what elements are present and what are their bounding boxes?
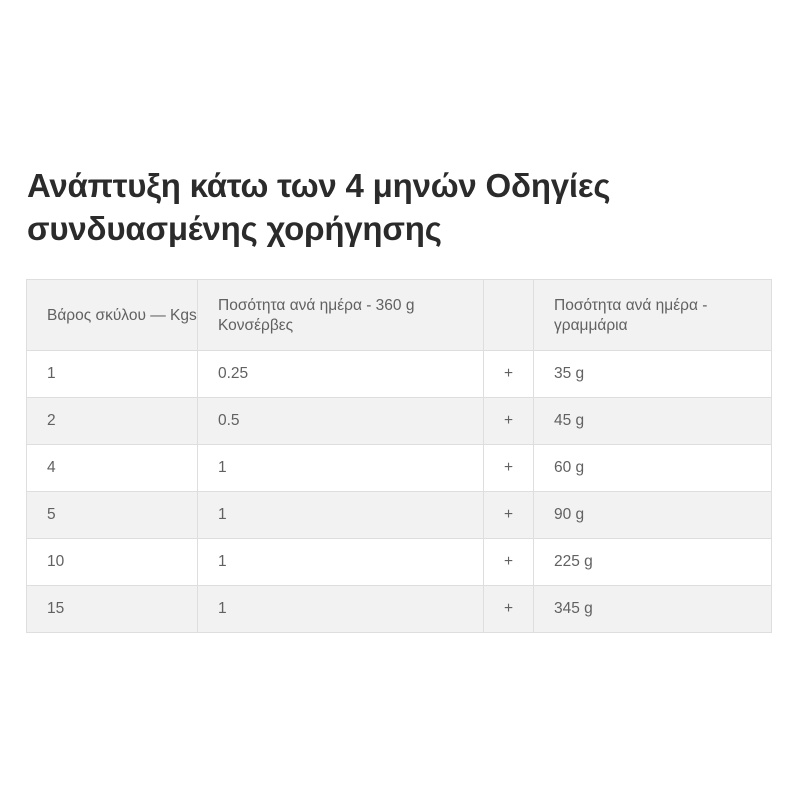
table-body [27,351,772,633]
cell-cans-per-day: 0.25 [198,351,484,398]
cell-plus: + [484,539,534,586]
cell-cans-per-day: 0.5 [198,398,484,445]
cell-plus: + [484,398,534,445]
cell-dog-weight: 1 [27,351,198,398]
cell-grams-per-day: 35 g [534,351,772,398]
cell-dog-weight: 2 [27,398,198,445]
cell-cans-per-day: 1 [198,539,484,586]
table-row [27,445,772,492]
cell-plus: + [484,445,534,492]
cell-grams-per-day: 90 g [534,492,772,539]
table-row [27,586,772,633]
cell-cans-per-day: 1 [198,586,484,633]
cell-plus: + [484,586,534,633]
header-grams-per-day: Ποσότητα ανά ημέρα - γραμμάρια [534,280,772,351]
table-row [27,351,772,398]
cell-plus: + [484,351,534,398]
header-dog-weight: Βάρος σκύλου — Kgs [27,280,198,351]
cell-grams-per-day: 45 g [534,398,772,445]
cell-dog-weight: 5 [27,492,198,539]
table-header [27,280,772,351]
cell-grams-per-day: 225 g [534,539,772,586]
table-row [27,398,772,445]
cell-dog-weight: 4 [27,445,198,492]
table-row [27,539,772,586]
header-cans-per-day: Ποσότητα ανά ημέρα - 360 g Κονσέρβες [198,280,484,351]
cell-grams-per-day: 60 g [534,445,772,492]
feeding-table [26,279,772,633]
table-row [27,492,772,539]
cell-cans-per-day: 1 [198,492,484,539]
cell-cans-per-day: 1 [198,445,484,492]
cell-dog-weight: 10 [27,539,198,586]
header-plus-column [484,280,534,351]
cell-plus: + [484,492,534,539]
header-row [27,280,772,351]
cell-dog-weight: 15 [27,586,198,633]
cell-grams-per-day: 345 g [534,586,772,633]
page-title: Ανάπτυξη κάτω των 4 μηνών Οδηγίες συνδυασμένης χορήγησης [27,167,611,247]
